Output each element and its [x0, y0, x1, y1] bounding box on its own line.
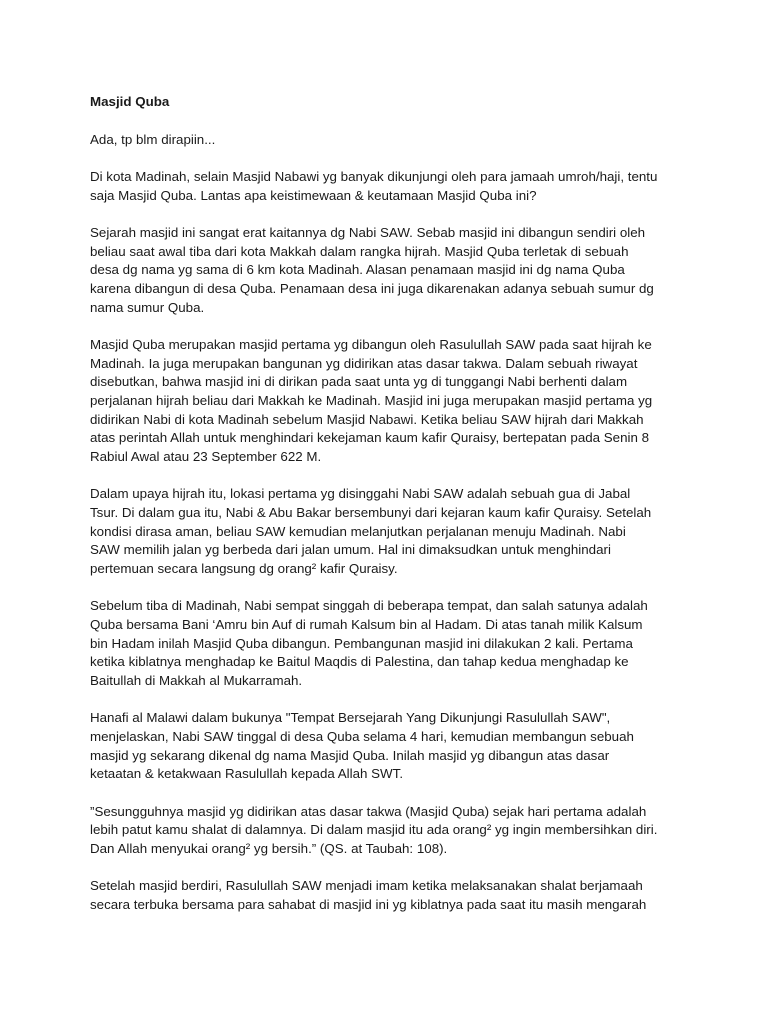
paragraph	[90, 224, 690, 318]
paragraph-line: Dan Allah menyukai orang² yg bersih.” (QS. at Taubah: 108).	[90, 841, 448, 856]
paragraph	[90, 877, 690, 914]
document-page	[90, 93, 690, 933]
paragraph-line: perjalanan hijrah beliau dari Makkah ke Madinah. Masjid ini juga merupakan masjid pertama yg	[90, 392, 653, 408]
paragraph-line: ketika kiblatnya menghadap ke Baitul Maqdis di Palestina, dan tahap kedua menghadap ke	[90, 654, 629, 670]
paragraph-line: Di kota Madinah, selain Masjid Nabawi yg banyak dikunjungi oleh para jamaah umroh/haji, tentu	[90, 168, 658, 184]
paragraph	[90, 336, 690, 467]
paragraph-line: beliau saat awal tiba dari kota Makkah dalam rangka hijrah. Masjid Quba terletak di sebuah	[90, 243, 629, 259]
paragraph	[90, 597, 690, 691]
paragraph-line: Masjid Quba merupakan masjid pertama yg dibangun oleh Rasulullah SAW pada saat hijrah ke	[90, 336, 652, 352]
paragraph-line: pertemuan secara langsung dg orang² kafir Quraisy.	[90, 561, 398, 577]
paragraph-line: ”Sesungguhnya masjid yg didirikan atas dasar takwa (Masjid Quba) sejak hari pertama adalah	[90, 803, 647, 819]
paragraph	[90, 168, 690, 205]
paragraph	[90, 709, 690, 784]
paragraph-line: ketaatan & ketakwaan Rasulullah kepada Allah SWT.	[90, 766, 404, 782]
paragraph-line: atas perintah Allah untuk menghindari kekejaman kaum kafir Quraisy, bertepatan pada Senin 8	[90, 430, 650, 446]
paragraph-line: saja Masjid Quba. Lantas apa keistimewaan & keutamaan Masjid Quba ini?	[90, 187, 537, 203]
paragraph-line: lebih patut kamu shalat di dalamnya. Di dalam masjid itu ada orang² yg ingin membersihkan diri.	[90, 822, 658, 838]
paragraph	[90, 803, 690, 859]
document-title: Masjid Quba	[90, 94, 170, 109]
paragraph-line: menjelaskan, Nabi SAW tinggal di desa Quba selama 4 hari, kemudian membangun sebuah	[90, 728, 634, 744]
paragraph	[90, 131, 690, 150]
paragraph-line: didirikan Nabi di kota Madinah sebelum Masjid Nabawi. Ketika beliau SAW hijrah dari Makkah	[90, 411, 644, 427]
paragraph-line: Sebelum tiba di Madinah, Nabi sempat singgah di beberapa tempat, dan salah satunya adalah	[90, 598, 648, 614]
paragraph-line: Baitullah di Makkah al Mukarramah.	[90, 673, 303, 689]
paragraph-line: Tsur. Di dalam gua itu, Nabi & Abu Bakar bersembunyi dari kejaran kaum kafir Quraisy. Setelah	[90, 504, 652, 520]
paragraph	[90, 485, 690, 579]
paragraph-line: masjid yg sekarang dikenal dg nama Masjid Quba. Inilah masjid yg dibangun atas dasar	[90, 747, 610, 763]
document-body	[90, 131, 690, 915]
paragraph-line: Hanafi al Malawi dalam bukunya "Tempat Bersejarah Yang Dikunjungi Rasulullah SAW",	[90, 710, 611, 726]
paragraph-line: nama sumur Quba.	[90, 299, 205, 315]
paragraph-line: disebutkan, bahwa masjid ini di dirikan pada saat unta yg di tunggangi Nabi berhenti dalam	[90, 374, 628, 390]
paragraph-line: SAW memilih jalan yg berbeda dari jalan umum. Hal ini dimaksudkan untuk menghindari	[90, 542, 611, 558]
paragraph-line: Sejarah masjid ini sangat erat kaitannya dg Nabi SAW. Sebab masjid ini dibangun sendiri oleh	[90, 224, 646, 240]
paragraph-line: Rabiul Awal atau 23 September 622 M.	[90, 449, 322, 465]
paragraph-line: Quba bersama Bani ‘Amru bin Auf di rumah Kalsum bin al Hadam. Di atas tanah milik Kalsum	[90, 616, 643, 632]
paragraph-line: secara terbuka bersama para sahabat di masjid ini yg kiblatnya pada saat itu masih mengarah	[90, 896, 647, 912]
paragraph-line: Ada, tp blm dirapiin...	[90, 131, 216, 147]
paragraph-line: Dalam upaya hijrah itu, lokasi pertama yg disinggahi Nabi SAW adalah sebuah gua di Jabal	[90, 486, 631, 502]
paragraph-line: Setelah masjid berdiri, Rasulullah SAW menjadi imam ketika melaksanakan shalat berjamaah	[90, 878, 643, 894]
paragraph-line: desa dg nama yg sama di 6 km kota Madinah. Alasan penamaan masjid ini dg nama Quba	[90, 262, 625, 278]
paragraph-line: karena dibangun di desa Quba. Penamaan desa ini juga dikarenakan adanya sebuah sumur dg	[90, 280, 654, 296]
paragraph-line: bin Hadam inilah Masjid Quba dibangun. Pembangunan masjid ini dilakukan 2 kali. Pertama	[90, 635, 633, 651]
paragraph-line: kondisi dirasa aman, beliau SAW kemudian melanjutkan perjalanan menuju Madinah. Nabi	[90, 523, 626, 539]
paragraph-line: Madinah. Ia juga merupakan bangunan yg didirikan atas dasar takwa. Dalam sebuah riwayat	[90, 355, 638, 371]
